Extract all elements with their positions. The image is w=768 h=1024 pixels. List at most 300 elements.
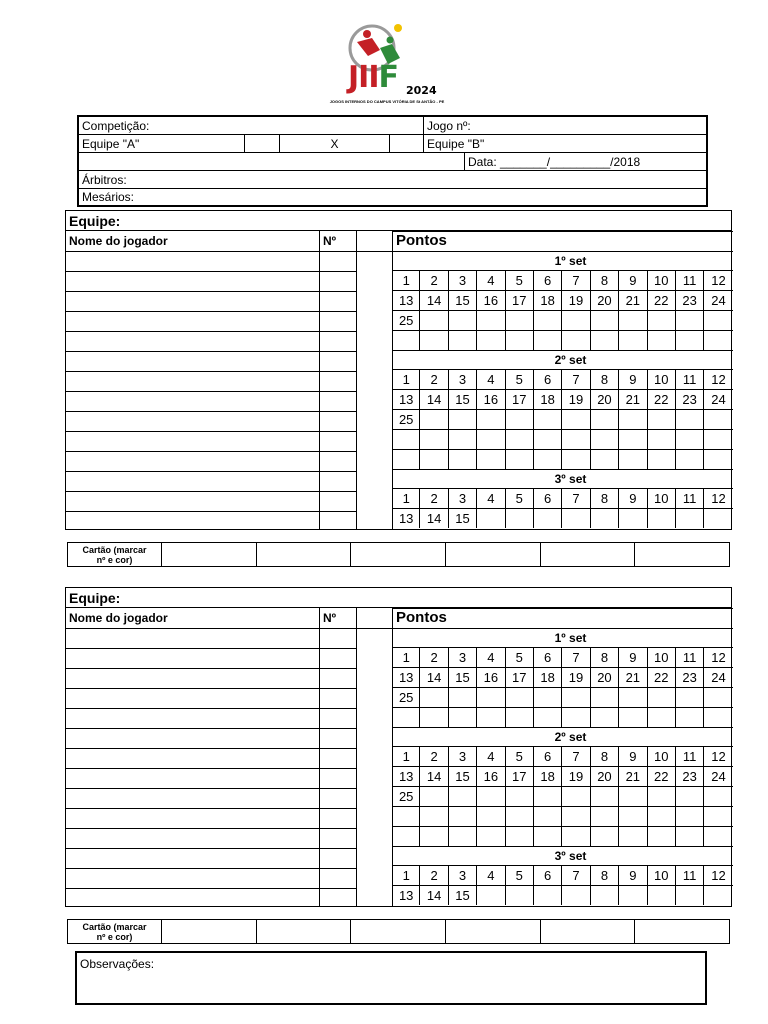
point-cell[interactable]: [477, 827, 505, 846]
player-number-cell[interactable]: [319, 688, 356, 708]
point-cell[interactable]: [704, 708, 732, 727]
point-cell[interactable]: [648, 827, 676, 846]
cartao-box[interactable]: [162, 543, 257, 566]
point-cell[interactable]: 12: [711, 650, 726, 665]
point-cell[interactable]: 11: [676, 271, 704, 290]
point-cell[interactable]: 16: [477, 291, 505, 310]
point-cell[interactable]: [420, 807, 448, 826]
point-cell[interactable]: 4: [477, 271, 505, 290]
player-name-cell[interactable]: [66, 828, 319, 848]
point-cell[interactable]: [506, 827, 534, 846]
point-cell[interactable]: [506, 430, 534, 449]
point-cell[interactable]: 17: [506, 291, 534, 310]
point-cell[interactable]: [477, 688, 505, 707]
point-cell[interactable]: 18: [534, 291, 562, 310]
point-cell[interactable]: [562, 688, 590, 707]
point-cell[interactable]: 6: [534, 747, 562, 766]
point-cell[interactable]: 20: [591, 668, 619, 687]
player-name-cell[interactable]: [66, 628, 319, 648]
player-number-cell[interactable]: [319, 848, 356, 868]
player-name-cell[interactable]: [66, 708, 319, 728]
point-cell[interactable]: 13: [392, 291, 420, 310]
point-cell[interactable]: 23: [676, 291, 704, 310]
point-cell[interactable]: 7: [562, 370, 590, 389]
point-cell[interactable]: 9: [619, 489, 647, 508]
cartao-box[interactable]: [351, 543, 446, 566]
player-number-cell[interactable]: [319, 291, 356, 311]
point-cell[interactable]: [449, 311, 477, 330]
point-cell[interactable]: 4: [477, 648, 505, 667]
point-cell[interactable]: 19: [562, 291, 590, 310]
point-cell[interactable]: 1: [392, 747, 420, 766]
point-cell[interactable]: [449, 430, 477, 449]
point-cell[interactable]: [392, 430, 420, 449]
point-cell[interactable]: [591, 787, 619, 806]
point-cell[interactable]: [562, 450, 590, 469]
cartao-box[interactable]: [257, 920, 352, 943]
point-cell[interactable]: 6: [534, 370, 562, 389]
player-number-cell[interactable]: [319, 888, 356, 908]
point-cell[interactable]: [704, 331, 732, 350]
point-cell[interactable]: [506, 807, 534, 826]
point-cell[interactable]: 25: [392, 787, 420, 806]
point-cell[interactable]: [619, 827, 647, 846]
point-cell[interactable]: 7: [562, 866, 590, 885]
point-cell[interactable]: 21: [619, 668, 647, 687]
player-name-cell[interactable]: [66, 668, 319, 688]
point-cell[interactable]: 19: [562, 668, 590, 687]
player-number-cell[interactable]: [319, 828, 356, 848]
point-cell[interactable]: [648, 509, 676, 528]
cartao-box[interactable]: [635, 920, 729, 943]
point-cell[interactable]: [562, 827, 590, 846]
point-cell[interactable]: [534, 331, 562, 350]
point-cell[interactable]: 3: [449, 489, 477, 508]
player-number-cell[interactable]: [319, 431, 356, 451]
point-cell[interactable]: [676, 311, 704, 330]
point-cell[interactable]: [704, 688, 732, 707]
point-cell[interactable]: [562, 311, 590, 330]
point-cell[interactable]: [477, 430, 505, 449]
point-cell[interactable]: [704, 509, 732, 528]
data-field[interactable]: Data: _______/_________/2018: [464, 153, 706, 170]
point-cell[interactable]: 3: [449, 866, 477, 885]
point-cell[interactable]: 5: [506, 271, 534, 290]
point-cell[interactable]: 15: [449, 390, 477, 409]
player-name-cell[interactable]: [66, 371, 319, 391]
point-cell[interactable]: 10: [648, 648, 676, 667]
point-cell[interactable]: [420, 311, 448, 330]
point-cell[interactable]: 1: [392, 370, 420, 389]
point-cell[interactable]: 5: [506, 489, 534, 508]
point-cell[interactable]: 22: [648, 291, 676, 310]
point-cell[interactable]: [534, 410, 562, 429]
point-cell[interactable]: 12: [711, 749, 726, 764]
player-name-cell[interactable]: [66, 728, 319, 748]
point-cell[interactable]: [619, 688, 647, 707]
point-cell[interactable]: 3: [449, 370, 477, 389]
point-cell[interactable]: 7: [562, 747, 590, 766]
point-cell[interactable]: 15: [449, 291, 477, 310]
player-name-cell[interactable]: [66, 788, 319, 808]
point-cell[interactable]: 19: [562, 390, 590, 409]
point-cell[interactable]: [591, 331, 619, 350]
point-cell[interactable]: [619, 708, 647, 727]
point-cell[interactable]: [676, 410, 704, 429]
point-cell[interactable]: [704, 311, 732, 330]
point-cell[interactable]: 22: [648, 668, 676, 687]
point-cell[interactable]: [534, 450, 562, 469]
point-cell[interactable]: 3: [449, 648, 477, 667]
point-cell[interactable]: 24: [711, 670, 726, 685]
point-cell[interactable]: 9: [619, 648, 647, 667]
observacoes-box[interactable]: [75, 951, 707, 1005]
point-cell[interactable]: [648, 450, 676, 469]
point-cell[interactable]: 14: [420, 668, 448, 687]
point-cell[interactable]: 6: [534, 648, 562, 667]
point-cell[interactable]: 10: [648, 747, 676, 766]
point-cell[interactable]: 8: [591, 489, 619, 508]
point-cell[interactable]: 17: [506, 668, 534, 687]
player-number-cell[interactable]: [319, 311, 356, 331]
point-cell[interactable]: 10: [648, 370, 676, 389]
point-cell[interactable]: [591, 509, 619, 528]
point-cell[interactable]: [676, 509, 704, 528]
point-cell[interactable]: 7: [562, 648, 590, 667]
point-cell[interactable]: 10: [648, 271, 676, 290]
point-cell[interactable]: 21: [619, 767, 647, 786]
point-cell[interactable]: [392, 331, 420, 350]
point-cell[interactable]: 1: [392, 866, 420, 885]
point-cell[interactable]: 18: [534, 668, 562, 687]
player-number-cell[interactable]: [319, 728, 356, 748]
point-cell[interactable]: [477, 886, 505, 905]
point-cell[interactable]: [619, 450, 647, 469]
point-cell[interactable]: 11: [676, 489, 704, 508]
point-cell[interactable]: 13: [392, 668, 420, 687]
point-cell[interactable]: 21: [619, 291, 647, 310]
point-cell[interactable]: [449, 688, 477, 707]
point-cell[interactable]: [534, 827, 562, 846]
point-cell[interactable]: [704, 450, 732, 469]
point-cell[interactable]: 15: [449, 668, 477, 687]
point-cell[interactable]: [619, 311, 647, 330]
point-cell[interactable]: [534, 787, 562, 806]
point-cell[interactable]: [392, 450, 420, 469]
player-number-cell[interactable]: [319, 628, 356, 648]
player-name-cell[interactable]: [66, 768, 319, 788]
point-cell[interactable]: 3: [449, 271, 477, 290]
player-name-cell[interactable]: [66, 688, 319, 708]
point-cell[interactable]: [534, 311, 562, 330]
point-cell[interactable]: 15: [449, 886, 477, 905]
point-cell[interactable]: 20: [591, 767, 619, 786]
point-cell[interactable]: 17: [506, 767, 534, 786]
point-cell[interactable]: 25: [392, 410, 420, 429]
point-cell[interactable]: 15: [449, 509, 477, 528]
point-cell[interactable]: [648, 688, 676, 707]
point-cell[interactable]: 22: [648, 767, 676, 786]
player-name-cell[interactable]: [66, 808, 319, 828]
point-cell[interactable]: [420, 787, 448, 806]
point-cell[interactable]: [648, 708, 676, 727]
point-cell[interactable]: 2: [420, 370, 448, 389]
point-cell[interactable]: [392, 807, 420, 826]
competicao-field[interactable]: Competição:: [82, 118, 150, 133]
player-number-cell[interactable]: [319, 648, 356, 668]
point-cell[interactable]: [619, 430, 647, 449]
point-cell[interactable]: [704, 787, 732, 806]
point-cell[interactable]: [477, 807, 505, 826]
point-cell[interactable]: 2: [420, 648, 448, 667]
point-cell[interactable]: [648, 807, 676, 826]
player-name-cell[interactable]: [66, 411, 319, 431]
point-cell[interactable]: [506, 708, 534, 727]
point-cell[interactable]: 6: [534, 271, 562, 290]
player-name-cell[interactable]: [66, 391, 319, 411]
point-cell[interactable]: [562, 430, 590, 449]
point-cell[interactable]: 16: [477, 767, 505, 786]
point-cell[interactable]: [676, 450, 704, 469]
point-cell[interactable]: [676, 430, 704, 449]
point-cell[interactable]: 24: [711, 769, 726, 784]
player-number-cell[interactable]: [319, 271, 356, 291]
player-name-cell[interactable]: [66, 748, 319, 768]
point-cell[interactable]: [506, 787, 534, 806]
point-cell[interactable]: 11: [676, 370, 704, 389]
player-number-cell[interactable]: [319, 748, 356, 768]
point-cell[interactable]: [676, 807, 704, 826]
point-cell[interactable]: 2: [420, 866, 448, 885]
point-cell[interactable]: [591, 311, 619, 330]
point-cell[interactable]: [648, 886, 676, 905]
equipe-a-field[interactable]: Equipe "A": [82, 136, 140, 151]
cartao-box[interactable]: [351, 920, 446, 943]
point-cell[interactable]: [449, 450, 477, 469]
cartao-box[interactable]: [446, 543, 541, 566]
point-cell[interactable]: [562, 807, 590, 826]
point-cell[interactable]: [591, 450, 619, 469]
point-cell[interactable]: [449, 807, 477, 826]
point-cell[interactable]: [676, 886, 704, 905]
point-cell[interactable]: 8: [591, 866, 619, 885]
point-cell[interactable]: 12: [711, 491, 726, 506]
point-cell[interactable]: 13: [392, 509, 420, 528]
player-number-cell[interactable]: [319, 471, 356, 491]
point-cell[interactable]: [534, 708, 562, 727]
point-cell[interactable]: [562, 787, 590, 806]
player-name-cell[interactable]: [66, 291, 319, 311]
player-name-cell[interactable]: [66, 311, 319, 331]
point-cell[interactable]: [704, 410, 732, 429]
player-name-cell[interactable]: [66, 868, 319, 888]
point-cell[interactable]: 1: [392, 271, 420, 290]
point-cell[interactable]: [619, 886, 647, 905]
player-name-cell[interactable]: [66, 351, 319, 371]
player-number-cell[interactable]: [319, 251, 356, 271]
point-cell[interactable]: [704, 807, 732, 826]
point-cell[interactable]: 18: [534, 390, 562, 409]
point-cell[interactable]: [562, 509, 590, 528]
player-name-cell[interactable]: [66, 648, 319, 668]
point-cell[interactable]: 1: [392, 489, 420, 508]
point-cell[interactable]: [392, 827, 420, 846]
point-cell[interactable]: [562, 410, 590, 429]
point-cell[interactable]: 7: [562, 489, 590, 508]
point-cell[interactable]: [534, 430, 562, 449]
point-cell[interactable]: 12: [711, 372, 726, 387]
point-cell[interactable]: 9: [619, 370, 647, 389]
point-cell[interactable]: [449, 827, 477, 846]
point-cell[interactable]: 9: [619, 747, 647, 766]
point-cell[interactable]: [704, 430, 732, 449]
player-name-cell[interactable]: [66, 888, 319, 908]
point-cell[interactable]: 14: [420, 291, 448, 310]
point-cell[interactable]: 14: [420, 390, 448, 409]
point-cell[interactable]: [676, 708, 704, 727]
point-cell[interactable]: 23: [676, 390, 704, 409]
point-cell[interactable]: 5: [506, 370, 534, 389]
point-cell[interactable]: 2: [420, 489, 448, 508]
point-cell[interactable]: [420, 450, 448, 469]
point-cell[interactable]: [477, 450, 505, 469]
point-cell[interactable]: 25: [392, 311, 420, 330]
point-cell[interactable]: [477, 708, 505, 727]
point-cell[interactable]: [506, 886, 534, 905]
point-cell[interactable]: 6: [534, 866, 562, 885]
point-cell[interactable]: 2: [420, 747, 448, 766]
point-cell[interactable]: 5: [506, 866, 534, 885]
point-cell[interactable]: [619, 331, 647, 350]
point-cell[interactable]: 10: [648, 866, 676, 885]
point-cell[interactable]: [506, 311, 534, 330]
point-cell[interactable]: [506, 410, 534, 429]
point-cell[interactable]: 14: [420, 509, 448, 528]
point-cell[interactable]: 18: [534, 767, 562, 786]
player-number-cell[interactable]: [319, 788, 356, 808]
player-name-cell[interactable]: [66, 271, 319, 291]
point-cell[interactable]: 14: [420, 886, 448, 905]
point-cell[interactable]: 4: [477, 866, 505, 885]
point-cell[interactable]: [420, 827, 448, 846]
point-cell[interactable]: 8: [591, 747, 619, 766]
point-cell[interactable]: [477, 410, 505, 429]
point-cell[interactable]: 21: [619, 390, 647, 409]
player-number-cell[interactable]: [319, 411, 356, 431]
point-cell[interactable]: [619, 787, 647, 806]
point-cell[interactable]: [619, 509, 647, 528]
point-cell[interactable]: [591, 708, 619, 727]
point-cell[interactable]: [449, 410, 477, 429]
point-cell[interactable]: 19: [562, 767, 590, 786]
point-cell[interactable]: 9: [619, 271, 647, 290]
score-b-field[interactable]: [389, 135, 423, 152]
point-cell[interactable]: [676, 688, 704, 707]
point-cell[interactable]: [676, 787, 704, 806]
cartao-box[interactable]: [162, 920, 257, 943]
point-cell[interactable]: 8: [591, 370, 619, 389]
point-cell[interactable]: 13: [392, 767, 420, 786]
point-cell[interactable]: [591, 886, 619, 905]
mesarios-field[interactable]: Mesários:: [82, 190, 135, 204]
point-cell[interactable]: [648, 331, 676, 350]
point-cell[interactable]: [648, 311, 676, 330]
point-cell[interactable]: 4: [477, 747, 505, 766]
point-cell[interactable]: 14: [420, 767, 448, 786]
point-cell[interactable]: [562, 331, 590, 350]
point-cell[interactable]: 17: [506, 390, 534, 409]
point-cell[interactable]: 20: [591, 390, 619, 409]
point-cell[interactable]: [591, 827, 619, 846]
player-name-cell[interactable]: [66, 431, 319, 451]
player-number-cell[interactable]: [319, 868, 356, 888]
player-number-cell[interactable]: [319, 808, 356, 828]
point-cell[interactable]: 11: [676, 747, 704, 766]
player-number-cell[interactable]: [319, 668, 356, 688]
point-cell[interactable]: 9: [619, 866, 647, 885]
player-number-cell[interactable]: [319, 491, 356, 511]
player-number-cell[interactable]: [319, 371, 356, 391]
cartao-box[interactable]: [635, 543, 729, 566]
point-cell[interactable]: [506, 688, 534, 707]
point-cell[interactable]: 23: [676, 767, 704, 786]
point-cell[interactable]: 22: [648, 390, 676, 409]
point-cell[interactable]: [562, 708, 590, 727]
point-cell[interactable]: [420, 410, 448, 429]
point-cell[interactable]: [477, 509, 505, 528]
point-cell[interactable]: [591, 688, 619, 707]
player-name-cell[interactable]: [66, 848, 319, 868]
point-cell[interactable]: 5: [506, 648, 534, 667]
jogo-field[interactable]: Jogo nº:: [423, 117, 706, 134]
point-cell[interactable]: 8: [591, 271, 619, 290]
point-cell[interactable]: 13: [392, 886, 420, 905]
point-cell[interactable]: 6: [534, 489, 562, 508]
point-cell[interactable]: [676, 331, 704, 350]
point-cell[interactable]: [420, 708, 448, 727]
point-cell[interactable]: 10: [648, 489, 676, 508]
score-a-field[interactable]: [244, 135, 279, 152]
point-cell[interactable]: 20: [591, 291, 619, 310]
point-cell[interactable]: [420, 430, 448, 449]
point-cell[interactable]: [534, 886, 562, 905]
point-cell[interactable]: [704, 886, 732, 905]
point-cell[interactable]: [619, 410, 647, 429]
player-number-cell[interactable]: [319, 708, 356, 728]
point-cell[interactable]: [648, 410, 676, 429]
point-cell[interactable]: 24: [711, 392, 726, 407]
point-cell[interactable]: [676, 827, 704, 846]
point-cell[interactable]: [534, 688, 562, 707]
point-cell[interactable]: [562, 886, 590, 905]
point-cell[interactable]: [648, 430, 676, 449]
point-cell[interactable]: 23: [676, 668, 704, 687]
point-cell[interactable]: 8: [591, 648, 619, 667]
player-name-cell[interactable]: [66, 331, 319, 351]
point-cell[interactable]: [477, 311, 505, 330]
point-cell[interactable]: [449, 708, 477, 727]
point-cell[interactable]: [449, 787, 477, 806]
point-cell[interactable]: 24: [711, 293, 726, 308]
point-cell[interactable]: [591, 410, 619, 429]
point-cell[interactable]: [420, 688, 448, 707]
point-cell[interactable]: 2: [420, 271, 448, 290]
player-number-cell[interactable]: [319, 351, 356, 371]
point-cell[interactable]: [420, 331, 448, 350]
point-cell[interactable]: 7: [562, 271, 590, 290]
player-number-cell[interactable]: [319, 331, 356, 351]
point-cell[interactable]: 5: [506, 747, 534, 766]
